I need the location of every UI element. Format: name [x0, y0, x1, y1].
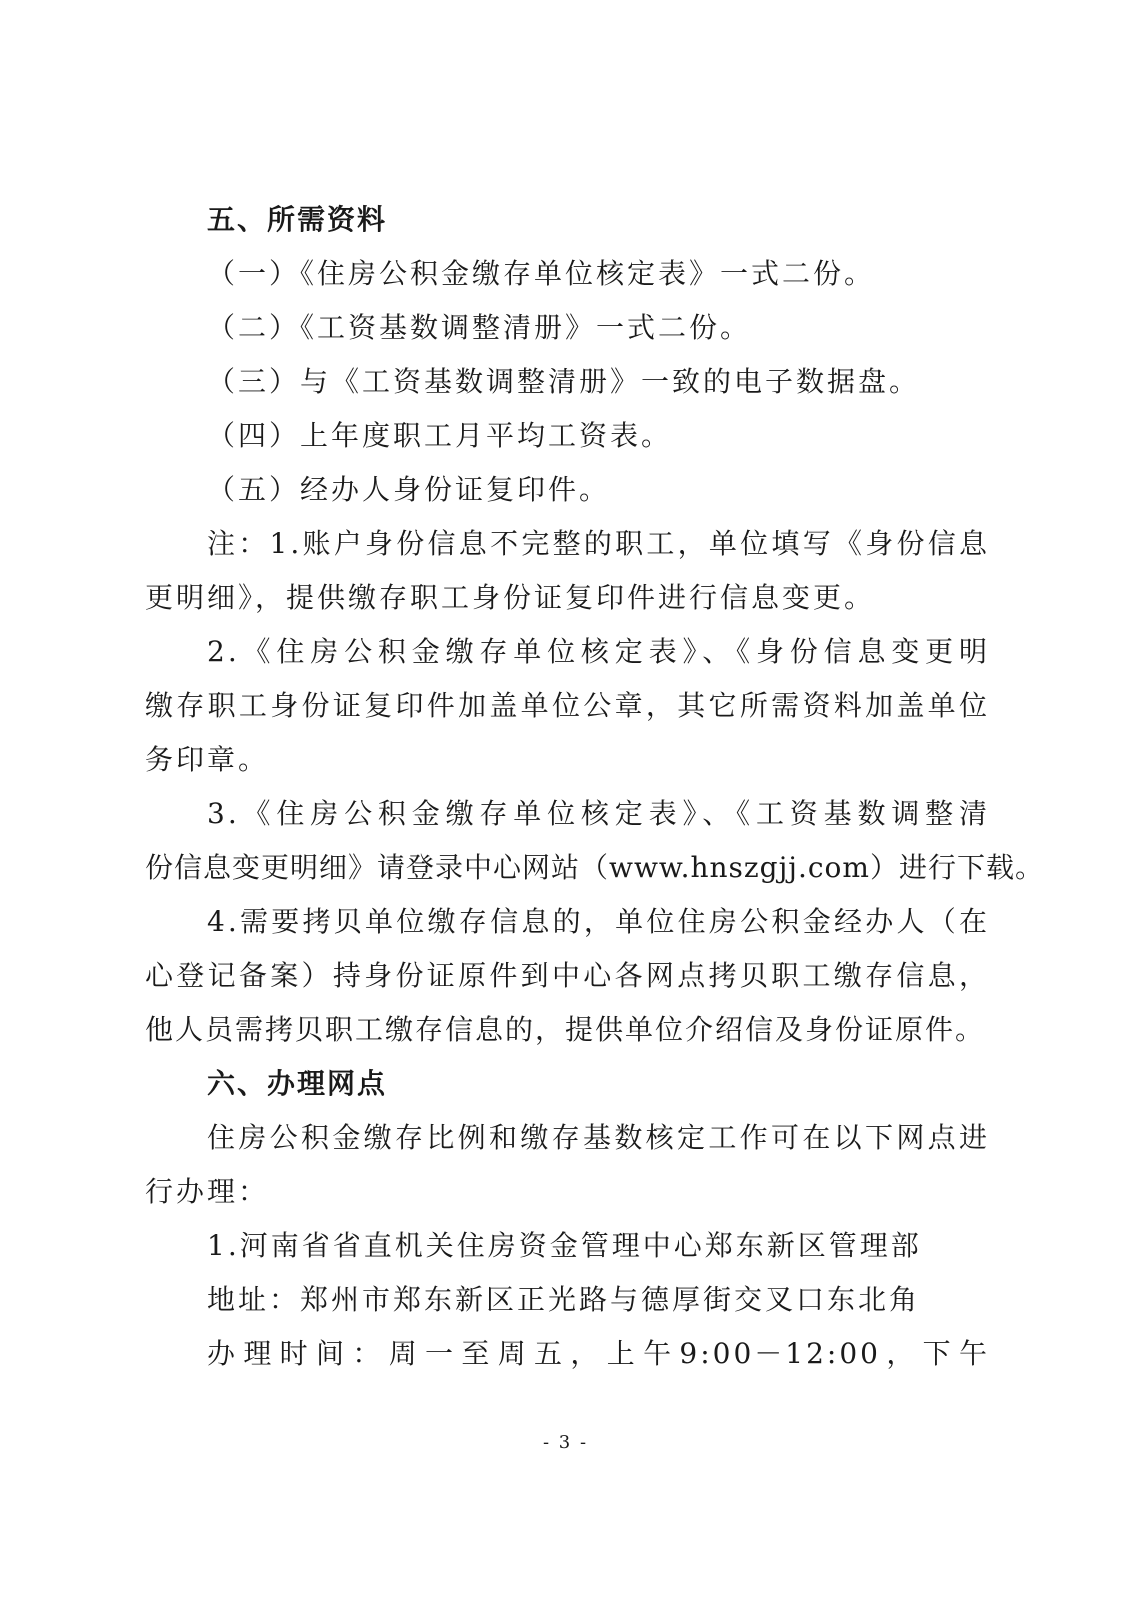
material-item-2: （二）《工资基数调整清册》一式二份。	[207, 311, 752, 344]
office-1-hours: 办理时间：周一至周五，上午9:00－12:00，下午	[207, 1337, 990, 1370]
office-1-name: 1.河南省省直机关住房资金管理中心郑东新区管理部	[207, 1229, 922, 1262]
note-2-line-3: 务印章。	[145, 743, 270, 776]
material-item-4: （四）上年度职工月平均工资表。	[207, 419, 673, 452]
material-item-1: （一）《住房公积金缴存单位核定表》一式二份。	[207, 257, 876, 290]
document-body	[145, 193, 1044, 1381]
section-6-heading: 六、办理网点	[207, 1067, 388, 1100]
note-4-line-2: 心登记备案）持身份证原件到中心各网点拷贝职工缴存信息，	[145, 959, 990, 992]
note-1-line-2: 更明细》，提供缴存职工身份证复印件进行信息变更。	[145, 581, 876, 614]
material-item-5: （五）经办人身份证复印件。	[207, 473, 611, 506]
note-3-line-1: 3.《住房公积金缴存单位核定表》、《工资基数调整清	[207, 797, 990, 830]
section-6-intro-line-2: 行办理：	[145, 1175, 270, 1208]
note-2-line-1: 2.《住房公积金缴存单位核定表》、《身份信息变更明	[207, 635, 990, 668]
page-number: - 3 -	[542, 1432, 589, 1453]
material-item-3: （三）与《工资基数调整清册》一致的电子数据盘。	[207, 365, 921, 398]
section-5-heading: 五、所需资料	[207, 203, 388, 236]
note-4-line-3: 他人员需拷贝职工缴存信息的，提供单位介绍信及身份证原件。	[145, 1013, 986, 1046]
note-2-line-2: 缴存职工身份证复印件加盖单位公章，其它所需资料加盖单位	[145, 689, 990, 722]
note-1-line-1: 注：1.账户身份信息不完整的职工，单位填写《身份信息	[207, 527, 990, 560]
note-4-line-1: 4.需要拷贝单位缴存信息的，单位住房公积金经办人（在	[207, 905, 990, 938]
section-6-intro-line-1: 住房公积金缴存比例和缴存基数核定工作可在以下网点进	[207, 1121, 990, 1154]
office-1-address: 地址：郑州市郑东新区正光路与德厚街交叉口东北角	[207, 1283, 921, 1316]
note-3-line-2: 份信息变更明细》请登录中心网站（www.hnszgjj.com）进行下载。	[145, 851, 1044, 884]
